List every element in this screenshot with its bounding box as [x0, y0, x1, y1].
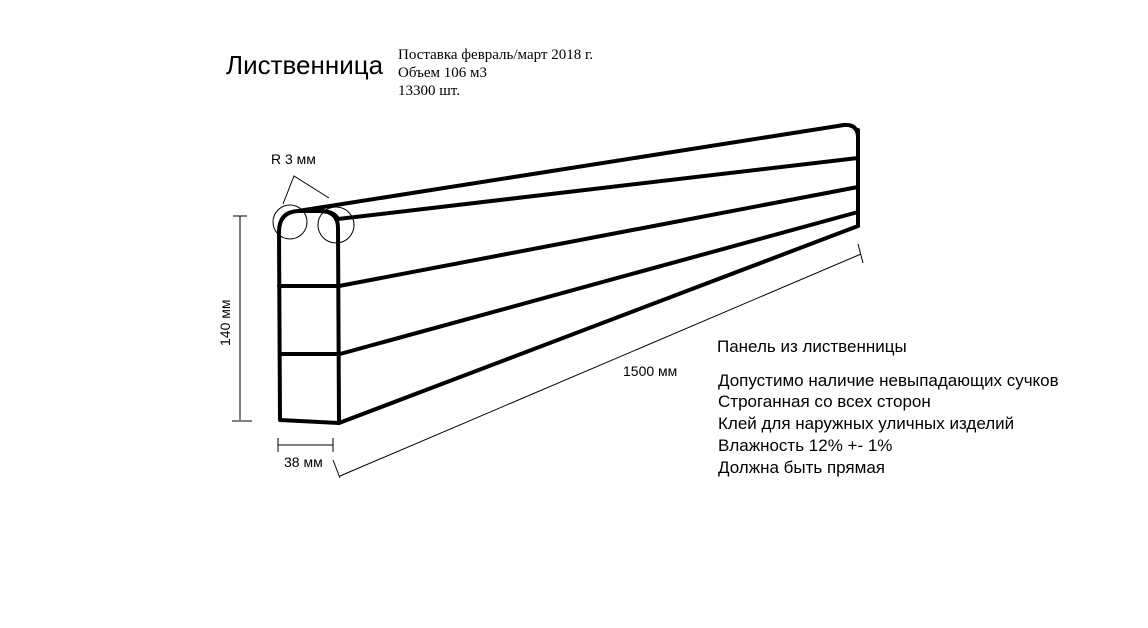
supply-volume: Объем 106 м3 [398, 65, 487, 81]
spec-item: Клей для наружных уличных изделий [718, 414, 1015, 433]
width-label: 38 мм [284, 454, 323, 470]
supply-count: 13300 шт. [398, 83, 460, 99]
spec-item: Строганная со всех сторон [718, 392, 931, 411]
title: Лиственница [226, 50, 384, 80]
spec-heading: Панель из лиственницы [717, 337, 907, 356]
length-tick-right [858, 244, 863, 263]
height-label: 140 мм [217, 299, 233, 346]
spec-item: Должна быть прямая [718, 458, 885, 477]
board-end-face [279, 211, 339, 423]
lamella-line-lower [280, 212, 858, 354]
spec-item: Влажность 12% +- 1% [718, 436, 893, 455]
radius-label: R 3 мм [271, 151, 316, 167]
spacer-path [280, 187, 858, 354]
radius-callout-circle-left [273, 205, 307, 239]
length-label: 1500 мм [623, 363, 678, 379]
spec-item: Допустимо наличие невыпадающих сучков [718, 371, 1059, 390]
supply-date: Поставка февраль/март 2018 г. [398, 47, 594, 63]
length-tick-left [333, 460, 340, 478]
radius-leader-lines [283, 176, 329, 204]
